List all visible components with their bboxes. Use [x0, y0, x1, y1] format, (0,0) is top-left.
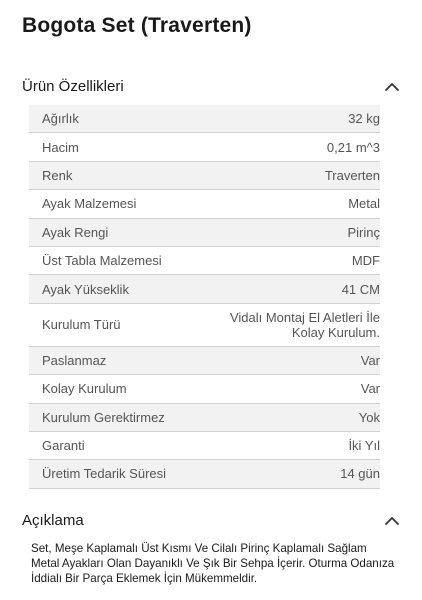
spec-value: Pirinç — [347, 224, 380, 240]
spec-value: Traverten — [324, 167, 380, 183]
spec-key: Hacim — [42, 139, 79, 155]
spec-key: Renk — [42, 167, 73, 183]
spec-row-leg-color — [29, 219, 380, 247]
spec-row-volume — [29, 133, 380, 161]
features-table — [29, 105, 380, 489]
spec-value: Metal — [348, 196, 380, 212]
spec-row-leg-material — [29, 190, 380, 218]
spec-row-no-assembly — [29, 404, 380, 432]
spec-row-top-material — [29, 247, 380, 275]
spec-row-stainless — [29, 347, 380, 375]
spec-key: Ayak Yükseklik — [42, 281, 129, 297]
chevron-up-icon[interactable] — [384, 78, 400, 94]
spec-value: 14 gün — [340, 466, 380, 482]
spec-row-warranty — [29, 432, 380, 460]
spec-key: Kurulum Türü — [42, 317, 121, 333]
spec-value: Var — [360, 381, 380, 397]
description-section-header[interactable] — [22, 507, 400, 533]
spec-key: Ayak Malzemesi — [42, 196, 137, 212]
spec-key: Ağırlık — [42, 111, 79, 127]
spec-key: Kolay Kurulum — [42, 381, 127, 397]
spec-value: 41 CM — [341, 281, 380, 297]
features-section-header[interactable] — [22, 73, 400, 99]
spec-value: 0,21 m^3 — [326, 139, 380, 155]
spec-key: Üretim Tedarik Süresi — [42, 466, 167, 482]
spec-key: Kurulum Gerektirmez — [42, 409, 165, 425]
chevron-up-icon[interactable] — [384, 512, 400, 528]
spec-row-easy-assembly — [29, 375, 380, 403]
spec-row-assembly-type — [29, 304, 380, 347]
spec-row-weight — [29, 105, 380, 133]
spec-row-color — [29, 162, 380, 190]
spec-key: Garanti — [42, 438, 85, 454]
description-text: Set, Meşe Kaplamalı Üst Kısmı Ve Cilalı Pirinç Kaplamalı Sağlam Metal Ayakları Olan Dayanıklı Ve Şık Bir Sehpa İçerir. Oturma Odanıza İddialı Bir Parça Eklemek İçin Mükemmeldir. — [31, 542, 395, 585]
spec-value: Yok — [358, 409, 380, 425]
spec-key: Paslanmaz — [42, 352, 107, 368]
features-heading: Ürün Özellikleri — [22, 77, 124, 95]
spec-value: Var — [360, 352, 380, 368]
spec-row-leg-height — [29, 275, 380, 303]
spec-value: İki Yıl — [348, 438, 380, 454]
spec-value: 32 kg — [348, 111, 380, 127]
spec-key: Ayak Rengi — [42, 224, 109, 240]
product-title: Bogota Set (Traverten) — [22, 14, 252, 37]
spec-row-lead-time — [29, 460, 380, 488]
description-heading: Açıklama — [22, 511, 84, 529]
spec-key: Üst Tabla Malzemesi — [42, 253, 162, 269]
spec-value: MDF — [351, 253, 380, 269]
spec-value: Vidalı Montaj El Aletleri İle Kolay Kurulum. — [229, 309, 380, 340]
